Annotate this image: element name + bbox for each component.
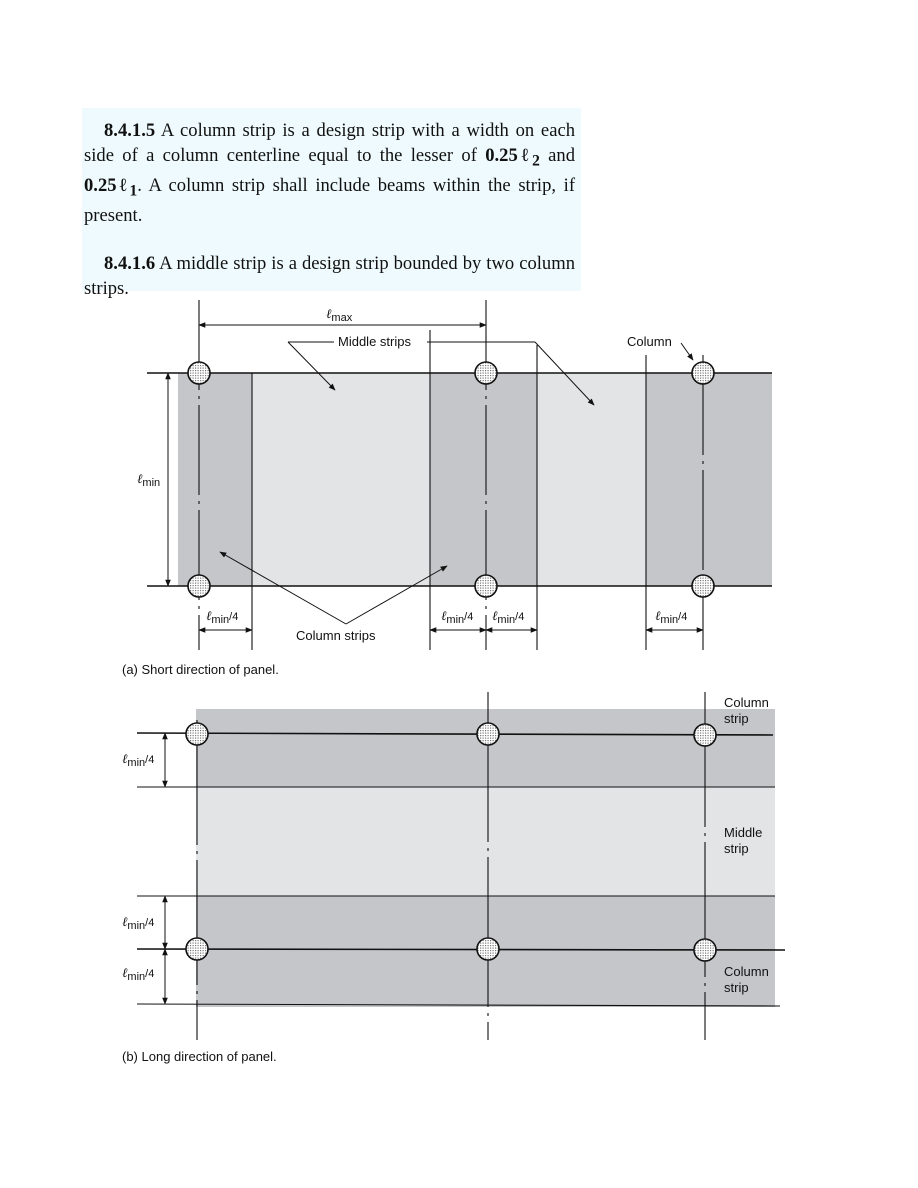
column-label: Column — [627, 334, 672, 349]
caption-b: (b) Long direction of panel. — [122, 1049, 277, 1064]
section-number-8-4-1-5: 8.4.1.5 — [104, 120, 156, 141]
column-strip-top — [196, 709, 775, 787]
lmin4-label-center-left: ℓmin/4 — [441, 608, 474, 626]
lmin4-label-b-mid: ℓmin/4 — [122, 914, 155, 932]
column-strip-center — [430, 373, 537, 586]
lmin4-label-b-bottom: ℓmin/4 — [122, 965, 155, 983]
column-strips-label: Column strips — [296, 628, 376, 643]
column-strip-right — [646, 373, 772, 586]
column-strip-label-top-2: strip — [724, 711, 749, 726]
bold-term-l2: 0.25ℓ$_2$ — [485, 144, 540, 170]
middle-strip-label: Middle — [724, 825, 763, 840]
column-strip-left — [178, 373, 252, 586]
figure-b-long-direction — [122, 692, 785, 1064]
paragraph-8-4-1-6: 8.4.1.6 A middle strip is a design strip bounded by two column strips. — [84, 253, 575, 299]
lmin-label: ℓmin — [137, 471, 161, 489]
middle-strips-label: Middle strips — [338, 334, 411, 349]
section-number-8-4-1-6: 8.4.1.6 — [104, 253, 156, 275]
lmin4-label-left: ℓmin/4 — [206, 608, 239, 626]
column-strip-label-bottom-2: strip — [724, 980, 749, 995]
bold-term-l1: 0.25ℓ$_1$ — [84, 174, 138, 200]
caption-a: (a) Short direction of panel. — [122, 662, 279, 677]
lmin4-label-right: ℓmin/4 — [655, 608, 688, 626]
figure-a-short-direction — [122, 300, 772, 677]
lmax-label: ℓmax — [326, 306, 353, 324]
lmin4-label-b-top: ℓmin/4 — [122, 751, 155, 769]
middle-strip-label-2: strip — [724, 841, 749, 856]
column-strip-label-top: Column — [724, 695, 769, 710]
lmin4-label-center-right: ℓmin/4 — [492, 608, 525, 626]
column-strip-label-bottom: Column — [724, 964, 769, 979]
paragraph-8-4-1-5: 8.4.1.5 A column strip is a design strip with a width on each side of a column centerline equal to the lesser of 0.25ℓ$_2$ and 0.25ℓ$_1$. A column strip shall include beams within the strip, if present. — [84, 120, 576, 226]
